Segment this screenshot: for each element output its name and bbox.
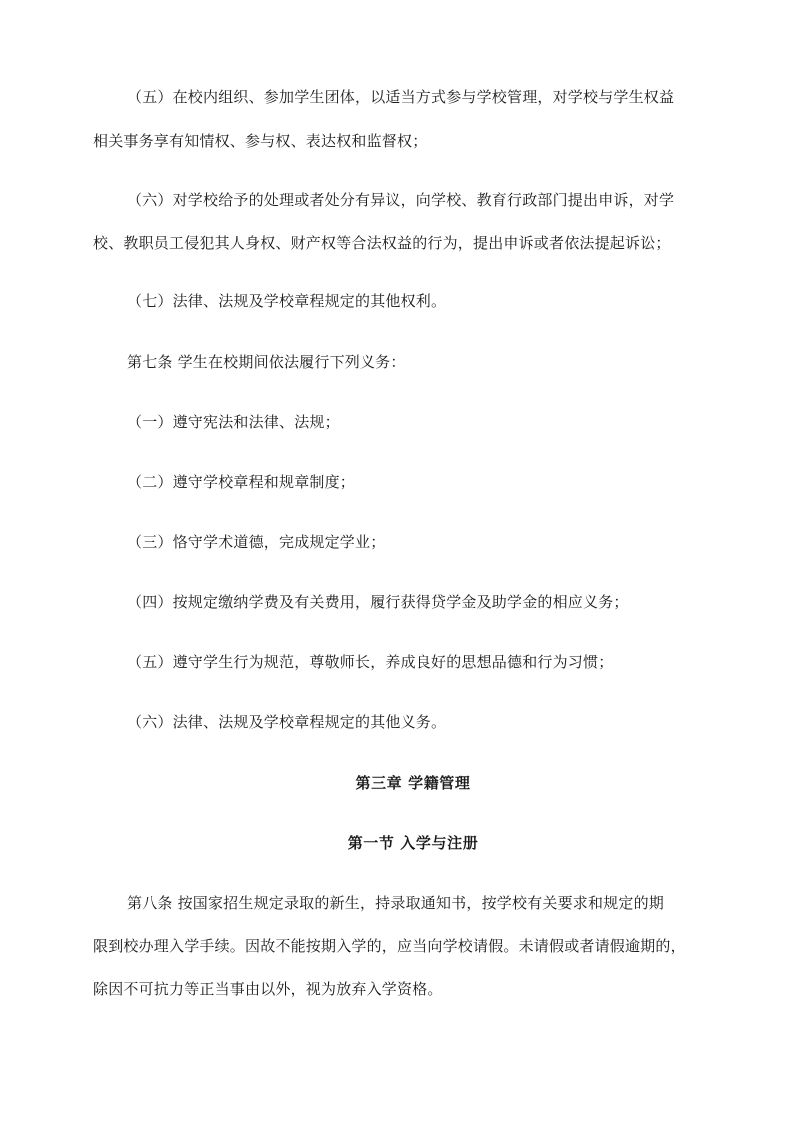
duty-item-6: （六）法律、法规及学校章程规定的其他义务。 (127, 713, 447, 731)
duty-item-1: （一）遵守宪法和法律、法规； (127, 413, 340, 431)
section-title: 第一节 入学与注册 (347, 834, 479, 852)
article-8-line-3: 除因不可抗力等正当事由以外，视为放弃入学资格。 (93, 980, 443, 998)
duty-item-4: （四）按规定缴纳学费及有关费用，履行获得贷学金及助学金的相应义务； (127, 593, 629, 611)
duty-item-2: （二）遵守学校章程和规章制度； (127, 473, 356, 491)
paragraph-right-6-line-2: 校、教职员工侵犯其人身权、财产权等合法权益的行为，提出申诉或者依法提起诉讼； (93, 234, 671, 252)
chapter-title: 第三章 学籍管理 (355, 774, 471, 792)
article-7-title: 第七条 学生在校期间依法履行下列义务： (127, 353, 406, 371)
paragraph-right-5-line-1: （五）在校内组织、参加学生团体，以适当方式参与学校管理，对学校与学生权益 (127, 88, 675, 106)
paragraph-right-5-line-2: 相关事务享有知情权、参与权、表达权和监督权； (93, 132, 428, 150)
duty-item-3: （三）恪守学术道德，完成规定学业； (127, 533, 386, 551)
duty-item-5: （五）遵守学生行为规范，尊敬师长，养成良好的思想品德和行为习惯； (127, 653, 614, 671)
paragraph-right-6-line-1: （六）对学校给予的处理或者处分有异议，向学校、教育行政部门提出申诉，对学 (127, 191, 675, 209)
paragraph-right-7: （七）法律、法规及学校章程规定的其他权利。 (127, 292, 447, 310)
article-8-line-2: 限到校办理入学手续。因故不能按期入学的，应当向学校请假。未请假或者请假逾期的， (93, 937, 686, 955)
article-8-line-1: 第八条 按国家招生规定录取的新生，持录取通知书，按学校有关要求和规定的期 (127, 894, 664, 912)
